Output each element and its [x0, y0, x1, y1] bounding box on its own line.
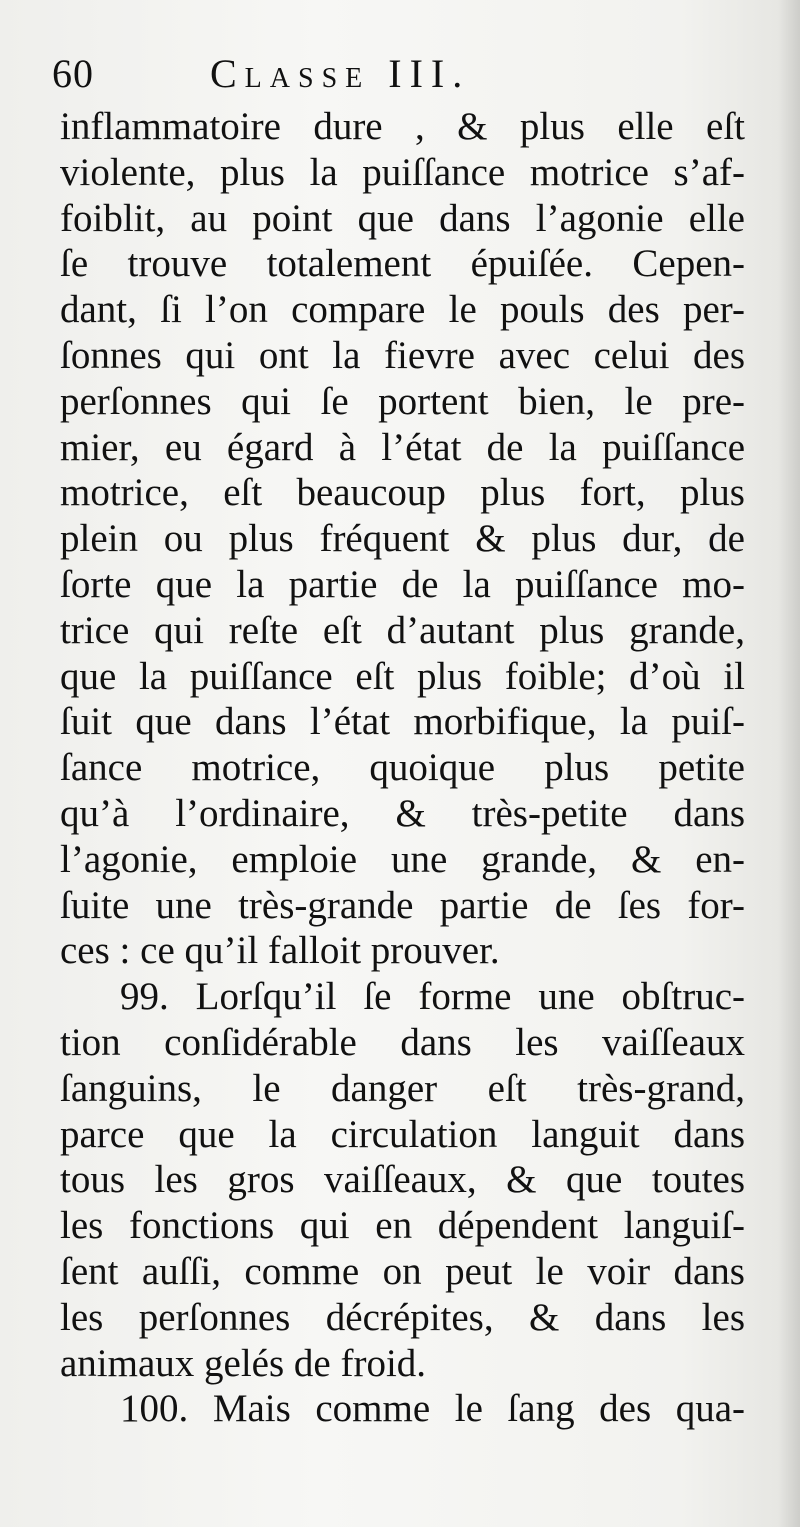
text-line: l’agonie, emploie une grande, & en- — [60, 837, 745, 881]
text-line: mier, eu égard à l’état de la puiſſance — [60, 425, 745, 469]
page-edge-shadow — [778, 0, 800, 1527]
text-line: ces : ce qu’il falloit prouver. — [60, 929, 500, 973]
text-line: ſance motrice, quoique plus petite — [60, 746, 745, 790]
text-line: qu’à l’ordinaire, & très-petite dans — [60, 791, 745, 835]
text-line: les fonctions qui en dépendent languiſ- — [60, 1204, 745, 1248]
text-line: trice qui reſte eſt d’autant plus grande, — [60, 608, 745, 652]
text-line: parce que la circulation languit dans — [60, 1112, 745, 1156]
text-line: ſuite une très-grande partie de ſes for- — [60, 883, 745, 927]
page-header — [52, 44, 752, 104]
page-number: 60 — [52, 51, 94, 96]
text-line: inflammatoire dure , & plus elle eſt — [60, 105, 745, 148]
text-line: dant, ſi l’on compare le pouls des per- — [60, 288, 745, 332]
text-line: ſe trouve totalement épuiſée. Cepen- — [60, 242, 745, 286]
text-line: plein ou plus fréquent & plus dur, de — [60, 517, 745, 561]
text-line: ſorte que la partie de la puiſſance mo- — [60, 562, 745, 606]
text-line: ſanguins, le danger eſt très-grand, — [60, 1066, 745, 1110]
text-line: foiblit, au point que dans l’agonie elle — [60, 196, 745, 240]
text-line: ſonnes qui ont la fievre avec celui des — [60, 333, 745, 377]
text-line: tion conſidérable dans les vaiſſeaux — [60, 1020, 745, 1064]
paragraph-start-line: 100. Mais comme le ſang des qua- — [120, 1387, 745, 1431]
body-text — [60, 104, 745, 1432]
running-head: Classe III. — [210, 51, 471, 96]
text-line: les perſonnes décrépites, & dans les — [60, 1295, 745, 1339]
text-line: ſuit que dans l’état morbifique, la puiſ- — [60, 700, 745, 744]
paragraph-start-line: 99. Lorſqu’il ſe forme une obſtruc- — [120, 975, 745, 1019]
text-line: perſonnes qui ſe portent bien, le pre- — [60, 379, 745, 423]
text-line: violente, plus la puiſſance motrice s’af- — [60, 150, 745, 194]
text-line: tous les gros vaiſſeaux, & que toutes — [60, 1158, 745, 1202]
text-line: motrice, eſt beaucoup plus fort, plus — [60, 471, 745, 515]
text-line: ſent auſſi, comme on peut le voir dans — [60, 1249, 745, 1293]
text-line: que la puiſſance eſt plus foible; d’où il — [60, 654, 745, 698]
text-line: animaux gelés de froid. — [60, 1341, 427, 1385]
